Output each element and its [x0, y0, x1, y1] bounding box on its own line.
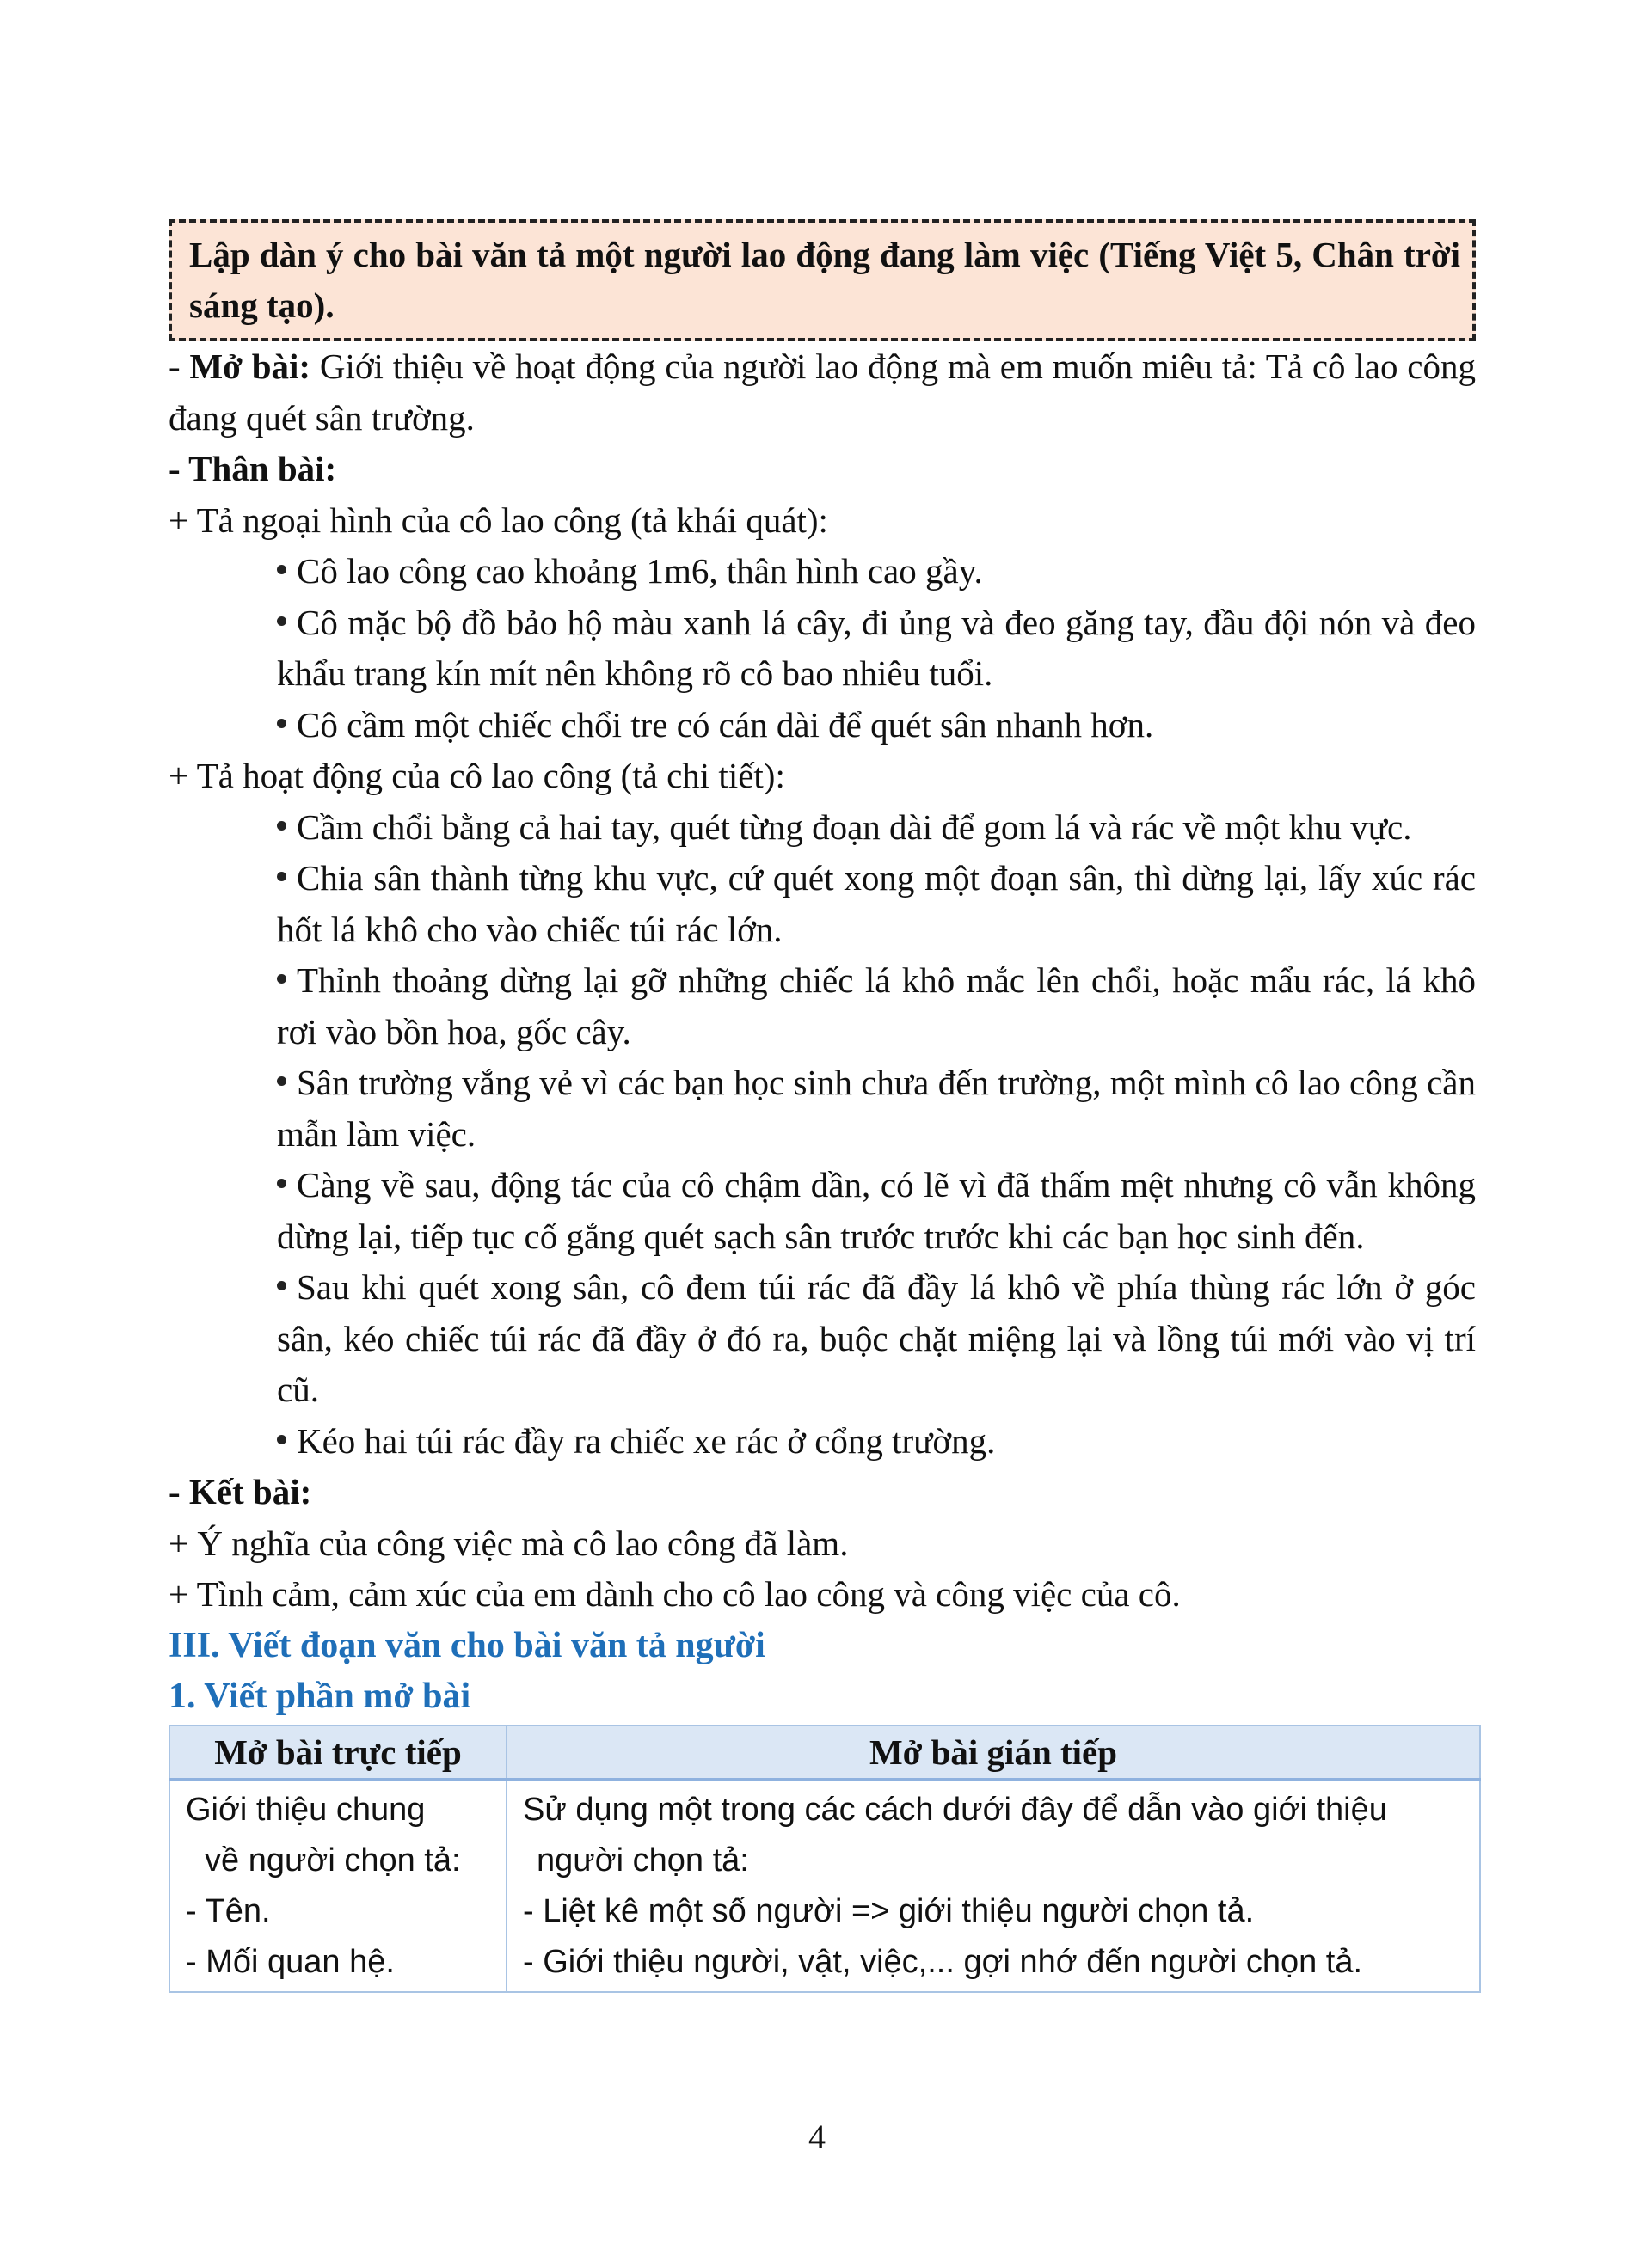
cell-line: - Giới thiệu người, vật, việc,... gợi nhớ đến người chọn tả.	[523, 1943, 1363, 1980]
cell-line: người chọn tả:	[537, 1842, 749, 1879]
table-cell-indirect	[507, 1780, 1480, 1992]
cell-line: Sử dụng một trong các cách dưới đây để dẫn vào giới thiệu	[523, 1791, 1387, 1828]
list-item-text: Thỉnh thoảng dừng lại gỡ những chiếc lá khô mắc lên chổi, hoặc mẩu rác, lá khô rơi vào bồn hoa, gốc cây.	[277, 960, 1476, 1051]
table-row	[169, 1780, 1480, 1992]
mo-bai-paragraph	[169, 341, 1476, 444]
bullet-icon	[277, 1435, 286, 1444]
cell-line: - Liệt kê một số người => giới thiệu người chọn tả.	[523, 1892, 1255, 1929]
list-item-text: Chia sân thành từng khu vực, cứ quét xong một đoạn sân, thì dừng lại, lấy xúc rác hốt lá khô cho vào chiếc túi rác lớn.	[277, 858, 1476, 949]
table-header-row	[169, 1726, 1480, 1780]
bullet-icon	[277, 719, 286, 728]
hoat-dong-heading: + Tả hoạt động của cô lao công (tả chi tiết):	[169, 756, 785, 795]
list-item	[277, 546, 1476, 598]
ket-bai-item: + Tình cảm, cảm xúc của em dành cho cô lao công và công việc của cô.	[169, 1574, 1181, 1614]
table-header-direct: Mở bài trực tiếp	[169, 1726, 507, 1780]
list-item-text: Cầm chổi bằng cả hai tay, quét từng đoạn dài để gom lá và rác về một khu vực.	[297, 806, 1412, 847]
cell-line: - Tên.	[186, 1892, 271, 1929]
list-item	[277, 1160, 1476, 1262]
list-item	[277, 853, 1476, 955]
bullet-icon	[277, 821, 286, 831]
cell-line: - Mối quan hệ.	[186, 1943, 395, 1980]
bullet-icon	[277, 565, 286, 574]
ket-bai-item: + Ý nghĩa của công việc mà cô lao công đã làm.	[169, 1523, 849, 1563]
list-item-text: Kéo hai túi rác đầy ra chiếc xe rác ở cổng trường.	[297, 1420, 996, 1461]
mo-bai-text: Giới thiệu về hoạt động của người lao động mà em muốn miêu tả: Tả cô lao công đang quét sân trường.	[169, 346, 1476, 438]
ket-bai-label: - Kết bài:	[169, 1472, 312, 1511]
cell-line: Giới thiệu chung	[186, 1791, 426, 1828]
list-item	[277, 802, 1476, 854]
than-bai-label: - Thân bài:	[169, 449, 337, 488]
ngoai-hinh-heading: + Tả ngoại hình của cô lao công (tả khái quát):	[169, 500, 828, 540]
bullet-icon	[277, 1281, 286, 1290]
sub-heading: 1. Viết phần mở bài	[169, 1676, 471, 1716]
table-cell-direct	[169, 1780, 507, 1992]
list-item	[277, 1057, 1476, 1160]
bullet-icon	[277, 1179, 286, 1188]
list-item	[277, 1262, 1476, 1416]
bullet-icon	[277, 974, 286, 984]
list-item	[277, 955, 1476, 1057]
list-item-text: Cô cầm một chiếc chổi tre có cán dài để quét sân nhanh hơn.	[297, 704, 1154, 745]
list-item-text: Càng về sau, động tác của cô chậm dần, có lẽ vì đã thấm mệt nhưng cô vẫn không dừng lại, tiếp tục cố gắng quét sạch sân trước trước khi các bạn học sinh đến.	[277, 1165, 1476, 1256]
cell-line: về người chọn tả:	[205, 1842, 461, 1879]
bullet-icon	[277, 1076, 286, 1086]
list-item	[277, 598, 1476, 700]
table-header-indirect: Mở bài gián tiếp	[507, 1726, 1480, 1780]
bullet-icon	[277, 872, 286, 881]
list-item-text: Sân trường vắng vẻ vì các bạn học sinh chưa đến trường, một mình cô lao công cần mẫn làm việc.	[277, 1063, 1476, 1154]
mo-bai-table	[169, 1725, 1481, 1993]
list-item	[277, 700, 1476, 751]
list-item-text: Cô lao công cao khoảng 1m6, thân hình cao gầy.	[297, 551, 983, 591]
mo-bai-label: - Mở bài:	[169, 346, 311, 386]
bullet-icon	[277, 616, 286, 626]
page-number: 4	[808, 2118, 826, 2156]
list-item-text: Sau khi quét xong sân, cô đem túi rác đã đầy lá khô về phía thùng rác lớn ở góc sân, kéo chiếc túi rác đã đầy ở đó ra, buộc chặt miệng lại và lồng túi mới vào vị trí cũ.	[277, 1267, 1476, 1409]
title-box: Lập dàn ý cho bài văn tả một người lao động đang làm việc (Tiếng Việt 5, Chân trời sáng tạo).	[169, 219, 1476, 341]
section-heading: III. Viết đoạn văn cho bài văn tả người	[169, 1625, 765, 1665]
document-page	[169, 219, 1476, 1993]
list-item-text: Cô mặc bộ đồ bảo hộ màu xanh lá cây, đi ủng và đeo găng tay, đầu đội nón và đeo khẩu trang kín mít nên không rõ cô bao nhiêu tuổi.	[277, 602, 1476, 693]
list-item	[277, 1416, 1476, 1468]
